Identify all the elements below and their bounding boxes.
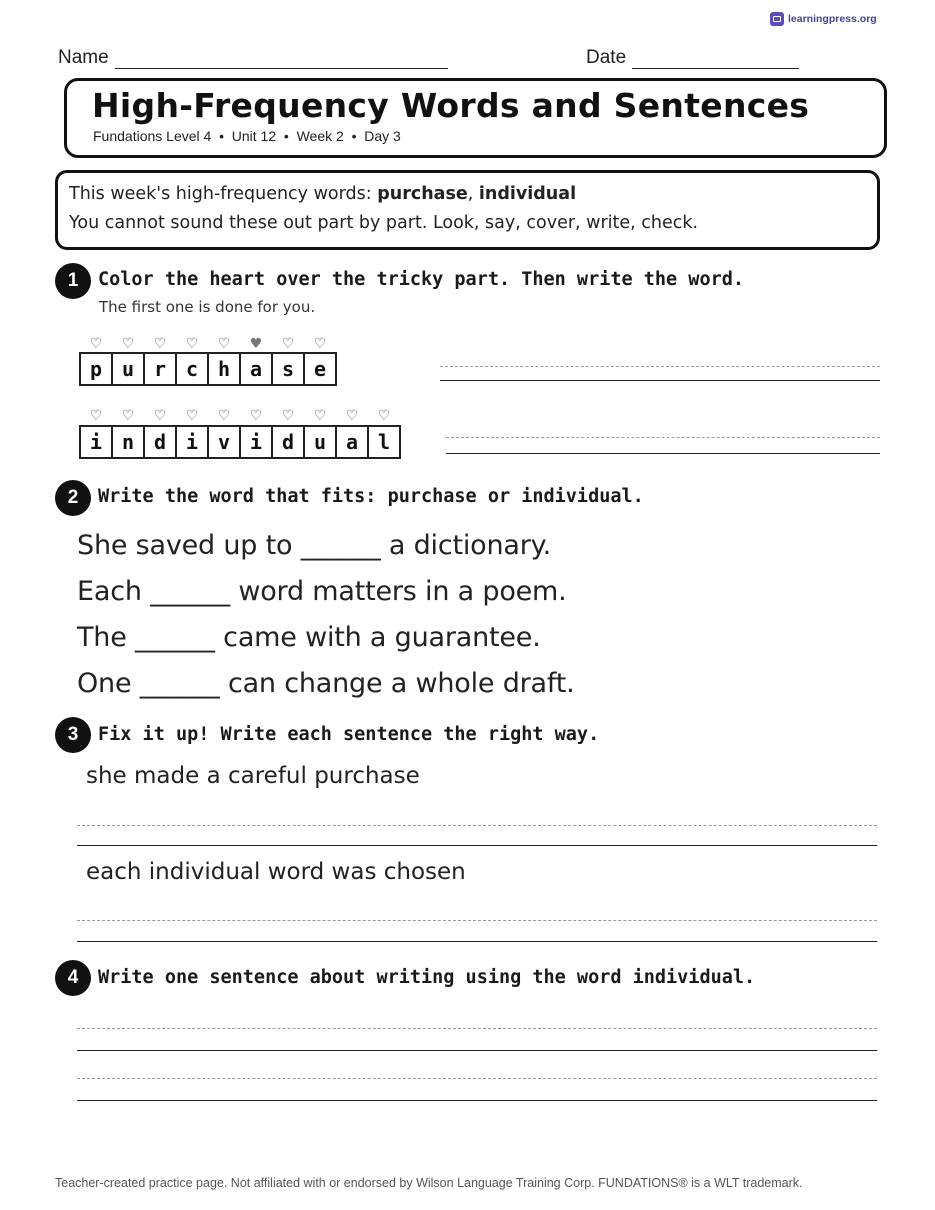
heart-outline-icon[interactable]: ♡ bbox=[217, 336, 231, 352]
letter-tile: i bbox=[175, 425, 209, 459]
section-1-heading: Color the heart over the tricky part. Then write the word. bbox=[98, 269, 745, 290]
heart-outline-icon[interactable]: ♡ bbox=[249, 408, 263, 424]
letter-tile: h bbox=[207, 352, 241, 386]
letter-tiles-1 bbox=[79, 352, 337, 386]
letter-tile: d bbox=[143, 425, 177, 459]
fill-sentence-3: The ______ came with a guarantee. bbox=[77, 622, 541, 653]
letter-tile: a bbox=[335, 425, 369, 459]
write-line-2[interactable] bbox=[446, 453, 880, 454]
info-words-line bbox=[69, 184, 576, 204]
letter-tile: e bbox=[303, 352, 337, 386]
heart-outline-icon[interactable]: ♡ bbox=[185, 336, 199, 352]
letter-tile: i bbox=[79, 425, 113, 459]
info-word-1: purchase bbox=[377, 184, 468, 204]
section-4-heading: Write one sentence about writing using the word individual. bbox=[98, 967, 756, 988]
brand-logo-icon bbox=[770, 12, 784, 26]
letter-tile: a bbox=[239, 352, 273, 386]
heart-outline-icon[interactable]: ♡ bbox=[121, 408, 135, 424]
sentence-guide-dashed-1 bbox=[77, 1028, 877, 1029]
heart-outline-icon[interactable]: ♡ bbox=[313, 408, 327, 424]
fix-prompt-1: she made a careful purchase bbox=[86, 763, 420, 789]
info-instruction: You cannot sound these out part by part. Look, say, cover, write, check. bbox=[69, 213, 699, 233]
date-label: Date bbox=[586, 47, 627, 68]
letter-tile: d bbox=[271, 425, 305, 459]
date-field[interactable] bbox=[586, 47, 799, 69]
section-3-badge: 3 bbox=[55, 717, 91, 753]
heart-outline-icon[interactable]: ♡ bbox=[153, 336, 167, 352]
letter-tile: u bbox=[303, 425, 337, 459]
name-label: Name bbox=[58, 47, 109, 68]
letter-tile: r bbox=[143, 352, 177, 386]
heart-outline-icon[interactable]: ♡ bbox=[377, 408, 391, 424]
heart-outline-icon[interactable]: ♡ bbox=[345, 408, 359, 424]
letter-tile: u bbox=[111, 352, 145, 386]
heart-outline-icon[interactable]: ♡ bbox=[281, 408, 295, 424]
section-1-note: The first one is done for you. bbox=[99, 298, 316, 316]
section-4-badge: 4 bbox=[55, 960, 91, 996]
heart-outline-icon[interactable]: ♡ bbox=[89, 336, 103, 352]
letter-tile: v bbox=[207, 425, 241, 459]
brand-label: learningpress.org bbox=[788, 13, 877, 25]
heart-row-2 bbox=[80, 409, 400, 423]
info-prefix: This week's high-frequency words: bbox=[69, 184, 378, 204]
brand bbox=[770, 12, 877, 26]
page-title: High-Frequency Words and Sentences bbox=[92, 86, 810, 125]
fix-write-line-1[interactable] bbox=[77, 845, 877, 846]
info-separator: , bbox=[467, 184, 479, 204]
section-2-badge: 2 bbox=[55, 480, 91, 516]
heart-outline-icon[interactable]: ♡ bbox=[217, 408, 231, 424]
info-box bbox=[55, 170, 880, 250]
section-1-badge: 1 bbox=[55, 263, 91, 299]
fill-sentence-2: Each ______ word matters in a poem. bbox=[77, 576, 567, 607]
heart-outline-icon[interactable]: ♡ bbox=[281, 336, 295, 352]
name-line[interactable] bbox=[115, 52, 448, 69]
fill-sentence-1: She saved up to ______ a dictionary. bbox=[77, 530, 551, 561]
heart-outline-icon[interactable]: ♡ bbox=[185, 408, 199, 424]
sentence-write-line-1[interactable] bbox=[77, 1050, 877, 1051]
heart-outline-icon[interactable]: ♡ bbox=[153, 408, 167, 424]
heart-outline-icon[interactable]: ♡ bbox=[89, 408, 103, 424]
heart-row-1 bbox=[80, 337, 336, 351]
date-line[interactable] bbox=[632, 52, 799, 69]
write-guide-dashed-1 bbox=[440, 366, 880, 367]
section-3-heading: Fix it up! Write each sentence the right way. bbox=[98, 724, 600, 745]
sentence-guide-dashed-2 bbox=[77, 1078, 877, 1079]
fix-guide-dashed-1 bbox=[77, 825, 877, 826]
letter-tile: n bbox=[111, 425, 145, 459]
fix-guide-dashed-2 bbox=[77, 920, 877, 921]
letter-tiles-2 bbox=[79, 425, 401, 459]
letter-tile: c bbox=[175, 352, 209, 386]
heart-outline-icon[interactable]: ♡ bbox=[313, 336, 327, 352]
info-word-2: individual bbox=[478, 184, 577, 204]
fix-prompt-2: each individual word was chosen bbox=[86, 859, 466, 885]
section-2-heading: Write the word that fits: purchase or individual. bbox=[98, 486, 644, 507]
name-field[interactable] bbox=[58, 47, 448, 69]
letter-tile: i bbox=[239, 425, 273, 459]
heart-filled-icon[interactable]: ♥ bbox=[249, 336, 263, 352]
fix-write-line-2[interactable] bbox=[77, 941, 877, 942]
write-line-1[interactable] bbox=[440, 380, 880, 381]
page-subtitle: Fundations Level 4 • Unit 12 • Week 2 • Day 3 bbox=[93, 128, 401, 144]
fill-sentence-4: One ______ can change a whole draft. bbox=[77, 668, 575, 699]
letter-tile: s bbox=[271, 352, 305, 386]
heart-outline-icon[interactable]: ♡ bbox=[121, 336, 135, 352]
footer-disclaimer: Teacher-created practice page. Not affiliated with or endorsed by Wilson Language Training Corp. FUNDATIONS® is a WLT trademark. bbox=[55, 1176, 803, 1190]
write-guide-dashed-2 bbox=[446, 437, 880, 438]
letter-tile: l bbox=[367, 425, 401, 459]
letter-tile: p bbox=[79, 352, 113, 386]
sentence-write-line-2[interactable] bbox=[77, 1100, 877, 1101]
